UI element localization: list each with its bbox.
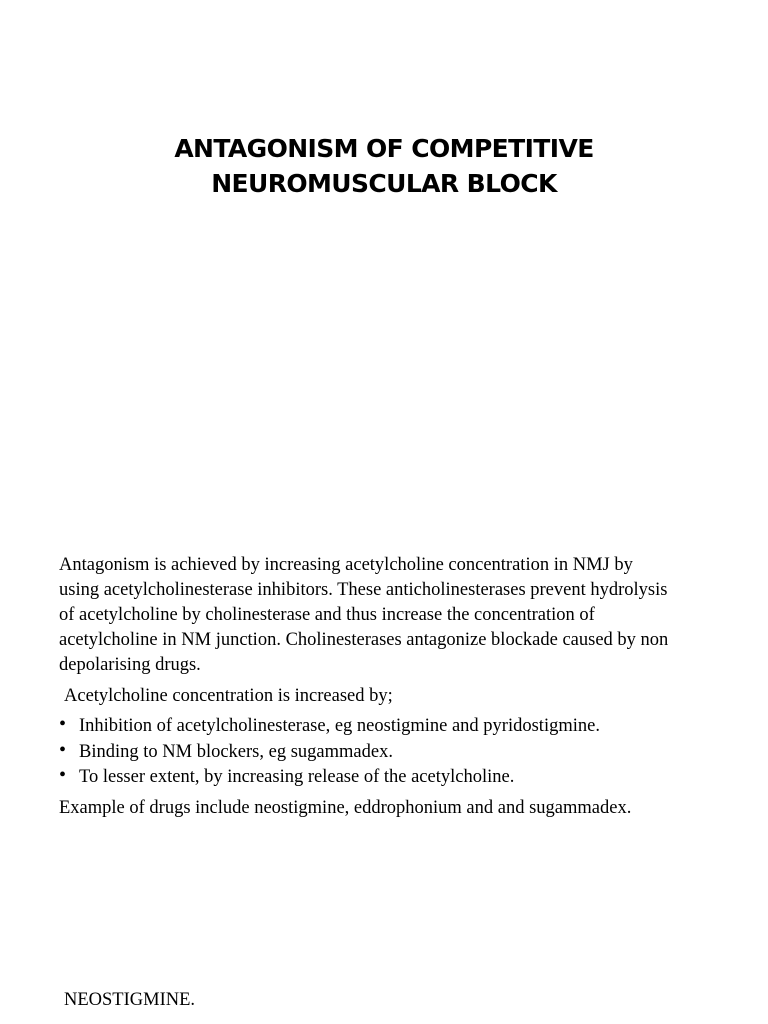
page-title <box>0 131 768 201</box>
list-item <box>59 765 600 791</box>
intro-line: depolarising drugs. <box>59 655 201 675</box>
intro-line: using acetylcholinesterase inhibitors. These anticholinesterases prevent hydrolysis <box>59 580 668 600</box>
bullet-icon: • <box>59 764 67 786</box>
intro-line: of acetylcholine by cholinesterase and thus increase the concentration of <box>59 605 595 625</box>
list-item <box>59 714 600 740</box>
example-sentence: Example of drugs include neostigmine, eddrophonium and and sugammadex. <box>59 798 632 818</box>
title-line-2: NEUROMUSCULAR BLOCK <box>211 169 557 198</box>
list-item-text: Binding to NM blockers, eg sugammadex. <box>79 741 393 762</box>
list-item-text: Inhibition of acetylcholinesterase, eg neostigmine and pyridostigmine. <box>79 716 600 736</box>
intro-line: acetylcholine in NM junction. Cholinesterases antagonize blockade caused by non <box>59 630 669 650</box>
bullet-icon: • <box>59 738 67 761</box>
title-line-1: ANTAGONISM OF COMPETITIVE <box>174 134 594 163</box>
section-heading-neostigmine: NEOSTIGMINE. <box>64 990 196 1010</box>
intro-paragraph <box>59 553 719 678</box>
list-item <box>59 740 600 766</box>
bullet-icon: • <box>59 713 67 735</box>
bullet-list <box>59 714 600 791</box>
intro-line: Antagonism is achieved by increasing acetylcholine concentration in NMJ by <box>59 555 633 575</box>
lead-sentence: Acetylcholine concentration is increased by; <box>64 686 393 706</box>
list-item-text: To lesser extent, by increasing release of the acetylcholine. <box>79 767 515 787</box>
